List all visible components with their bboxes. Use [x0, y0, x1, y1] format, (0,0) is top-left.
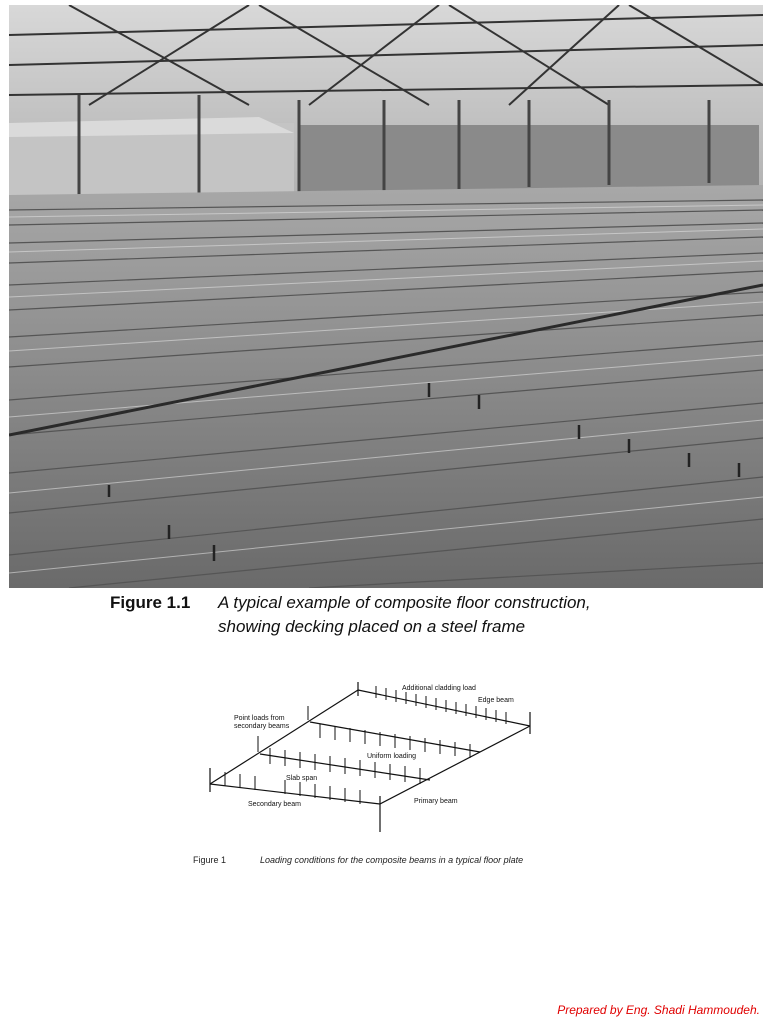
loading-diagram [200, 676, 540, 836]
figure-2-label: Figure 1 [193, 855, 227, 865]
label-point-loads-1: Point loads from [234, 715, 285, 722]
figure-2-text: Loading conditions for the composite beams in a typical floor plate [260, 855, 524, 865]
caption-line-2: showing decking placed on a steel frame [218, 617, 526, 636]
label-additional-cladding: Additional cladding load [402, 685, 476, 692]
label-point-loads-2: secondary beams [234, 723, 290, 730]
figure-label: Figure 1.1 [110, 593, 191, 612]
caption-line-1: A typical example of composite floor construction, [218, 593, 591, 612]
label-edge-beam: Edge beam [478, 697, 514, 704]
label-secondary-beam: Secondary beam [248, 801, 301, 808]
label-primary-beam: Primary beam [414, 798, 458, 805]
label-slab-span: Slab span [286, 775, 318, 782]
figure-2-caption [193, 855, 523, 865]
figure-caption [110, 591, 730, 639]
label-uniform-loading: Uniform loading [367, 753, 417, 760]
author-credit: Prepared by Eng. Shadi Hammoudeh. [557, 1003, 760, 1017]
decking-photo [9, 5, 763, 588]
